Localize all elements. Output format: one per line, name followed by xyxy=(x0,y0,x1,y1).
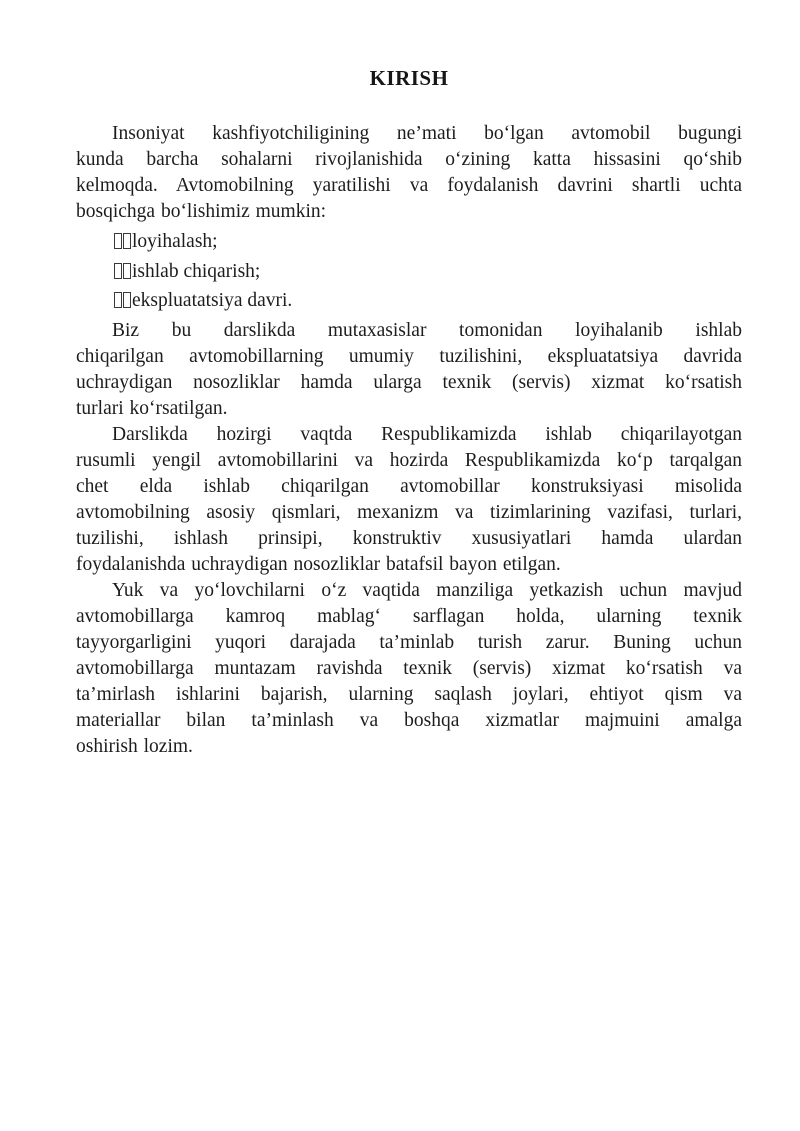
paragraph-line: oshirish lozim. xyxy=(76,735,193,757)
paragraph-line: tuzilishi, ishlash prinsipi, konstruktiv xususiyatlari hamda ulardan xyxy=(76,527,742,549)
paragraph-line: chet elda ishlab chiqarilgan avtomobillar konstruksiyasi misolida xyxy=(76,475,742,497)
page-title: KIRISH xyxy=(369,66,449,90)
list-item xyxy=(76,257,742,287)
paragraph-line: Yuk va yoʻlovchilarni oʻz vaqtida manziliga yetkazish uchun mavjud xyxy=(112,579,742,601)
paragraph-line: kelmoqda. Avtomobilning yaratilishi va foydalanish davrini shartli uchta xyxy=(76,175,742,196)
list-item-text: ishlab chiqarish; xyxy=(132,260,261,282)
paragraph-line: turlari koʻrsatilgan. xyxy=(76,397,228,419)
missing-glyph-box-icon xyxy=(123,233,131,249)
document-body xyxy=(76,121,742,760)
missing-glyph-box-icon xyxy=(114,233,122,249)
paragraph-line: tayyorgarligini yuqori darajada ta’minlab turish zarur. Buning uchun xyxy=(76,631,742,653)
paragraph-line: foydalanishda uchraydigan nosozliklar batafsil bayon etilgan. xyxy=(76,553,561,575)
paragraph xyxy=(76,422,742,578)
paragraph-line: Darslikda hozirgi vaqtda Respublikamizda ishlab chiqarilayotgan xyxy=(112,423,742,445)
missing-glyph-box-icon xyxy=(114,263,122,279)
paragraph-line: Biz bu darslikda mutaxasislar tomonidan loyihalanib ishlab xyxy=(112,319,742,341)
paragraph-line: ta’mirlash ishlarini bajarish, ularning saqlash joylari, ehtiyot qism va xyxy=(76,683,742,705)
list-item-text: ekspluatatsiya davri. xyxy=(132,290,293,311)
paragraph-line: avtomobillarga muntazam ravishda texnik (servis) xizmat koʻrsatish va xyxy=(76,657,742,679)
missing-glyph-box-icon xyxy=(123,292,131,308)
missing-glyph-box-icon xyxy=(114,292,122,308)
paragraph-line: Insoniyat kashfiyotchiligining ne’mati boʻlgan avtomobil bugungi xyxy=(112,123,742,144)
paragraph-line: bosqichga boʻlishimiz mumkin: xyxy=(76,201,327,222)
text-block xyxy=(76,66,742,760)
paragraph-line: kunda barcha sohalarni rivojlanishida oʻzining katta hissasini qoʻshib xyxy=(76,149,742,170)
paragraph-line: avtomobillarga kamroq mablagʻ sarflagan holda, ularning texnik xyxy=(76,605,742,627)
paragraph xyxy=(76,578,742,760)
paragraph-line: uchraydigan nosozliklar hamda ularga texnik (servis) xizmat koʻrsatish xyxy=(76,371,742,393)
paragraph-line: avtomobilning asosiy qismlari, mexanizm va tizimlarining vazifasi, turlari, xyxy=(76,501,742,523)
paragraph-line: materiallar bilan ta’minlash va boshqa xizmatlar majmuini amalga xyxy=(76,709,742,731)
paragraph-line: chiqarilgan avtomobillarning umumiy tuzilishini, ekspluatatsiya davrida xyxy=(76,345,742,367)
list-item-text: loyihalash; xyxy=(132,231,218,252)
paragraph-line: rusumli yengil avtomobillarini va hozirda Respublikamizda koʻp tarqalgan xyxy=(76,449,742,471)
list-item xyxy=(76,227,742,257)
paragraph xyxy=(76,121,742,225)
bulleted-list xyxy=(76,227,742,316)
paragraph xyxy=(76,318,742,422)
list-item xyxy=(76,286,742,316)
missing-glyph-box-icon xyxy=(123,263,131,279)
